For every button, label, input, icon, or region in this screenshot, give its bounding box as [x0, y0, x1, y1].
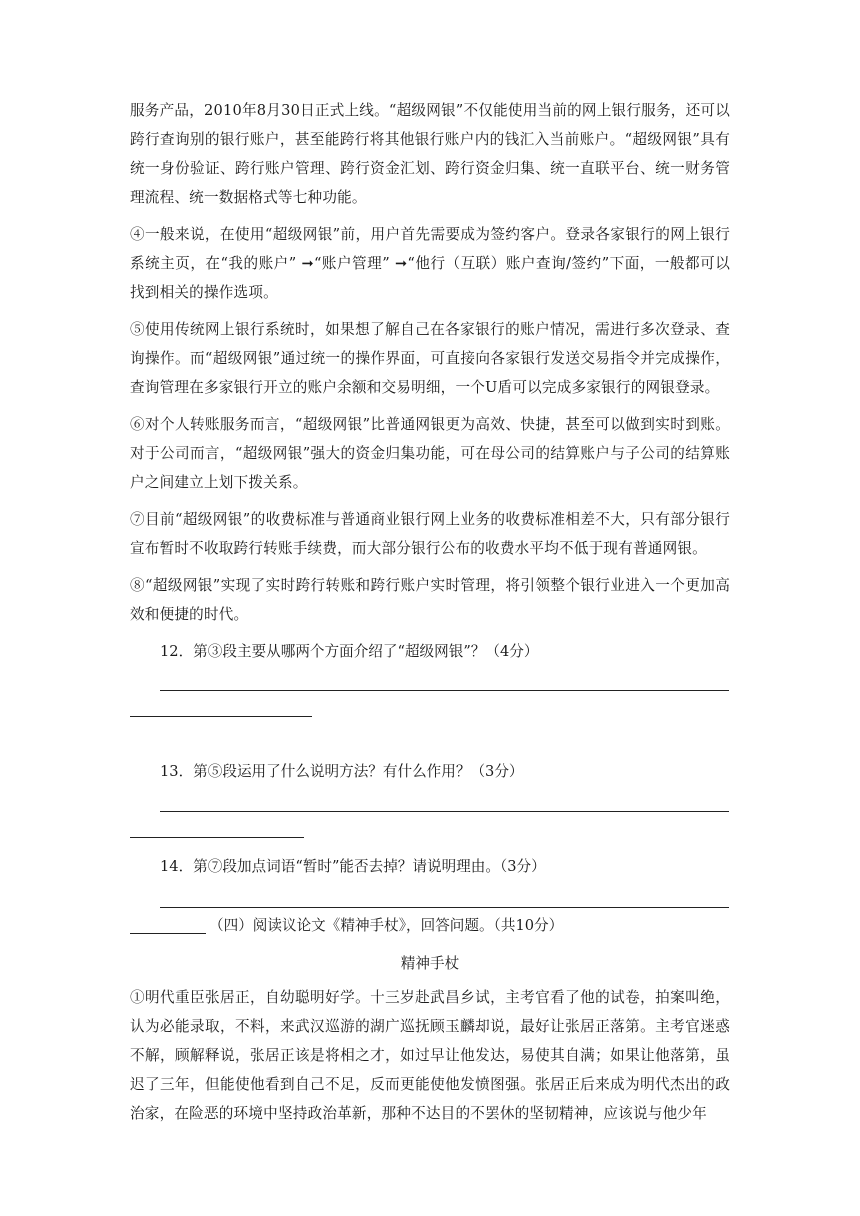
essay-title: 精神手杖 — [400, 955, 460, 972]
answer-line-12a[interactable] — [160, 690, 729, 691]
answer-line-14b[interactable] — [130, 933, 206, 934]
question-13: 13．第⑤段运用了什么说明方法？有什么作用？（3分） — [160, 763, 524, 780]
answer-line-14a[interactable] — [160, 907, 729, 908]
question-14: 14．第⑦段加点词语“暂时”能否去掉？请说明理由。（3分） — [160, 858, 546, 875]
paragraph-3-continuation: 服务产品，2010年8月30日正式上线。“超级网银”不仅能使用当前的网上银行服务，还可以跨行查询别的银行账户，甚至能跨行将其他银行账户内的钱汇入当前账户。“超级网银”具有统一身份验证、跨行账户管理、跨行资金汇划、跨行资金归集、统一直联平台、统一财务管理流程、统一数据格式等七种功能。 — [130, 102, 730, 206]
essay-paragraph-1: ①明代重臣张居正，自幼聪明好学。十三岁赴武昌乡试，主考官看了他的试卷，拍案叫绝，认为必能录取，不料，来武汉巡游的湖广巡抚顾玉麟却说，最好让张居正落第。主考官迷惑不解，顾解释说，张居正该是将相之才，如过早让他发达，易使其自满；如果让他落第，虽迟了三年，但能使他看到自己不足，反而更能使他发愤图强。张居正后来成为明代杰出的政治家，在险恶的环境中坚持政治革新，那种不达目的不罢休的坚韧精神，应该说与他少年 — [130, 989, 730, 1122]
answer-line-12b[interactable] — [130, 716, 312, 717]
paragraph-5: ⑤使用传统网上银行系统时，如果想了解自己在各家银行的账户情况，需进行多次登录、查询操作。而“超级网银”通过统一的操作界面，可直接向各家银行发送交易指令并完成操作，查询管理在多家银行开立的账户余额和交易明细，一个U盾可以完成多家银行的网银登录。 — [130, 321, 730, 396]
answer-line-13a[interactable] — [160, 811, 729, 812]
question-12: 12．第③段主要从哪两个方面介绍了“超级网银”？（4分） — [160, 643, 539, 660]
article-body — [130, 96, 730, 637]
paragraph-4: ④一般来说，在使用“超级网银”前，用户首先需要成为签约客户。登录各家银行的网上银行系统主页，在“我的账户” ➞“账户管理” ➞“他行（互联）账户查询/签约”下面，一般都可以找到相关的操作选项。 — [130, 226, 730, 301]
paragraph-8: ⑧“超级网银”实现了实时跨行转账和跨行账户实时管理，将引领整个银行业进入一个更加高效和便捷的时代。 — [130, 577, 730, 623]
answer-line-13b[interactable] — [130, 837, 304, 838]
paragraph-7: ⑦目前“超级网银”的收费标准与普通商业银行网上业务的收费标准相差不大，只有部分银行宣布暂时不收取跨行转账手续费，而大部分银行公布的收费水平均不低于现有普通网银。 — [130, 511, 730, 557]
paragraph-6: ⑥对个人转账服务而言，“超级网银”比普通网银更为高效、快捷，甚至可以做到实时到账。对于公司而言，“超级网银”强大的资金归集功能，可在母公司的结算账户与子公司的结算账户之间建立上划下拨关系。 — [130, 416, 730, 491]
section-4-heading: （四）阅读议论文《精神手杖》，回答问题。（共10分） — [209, 917, 564, 934]
